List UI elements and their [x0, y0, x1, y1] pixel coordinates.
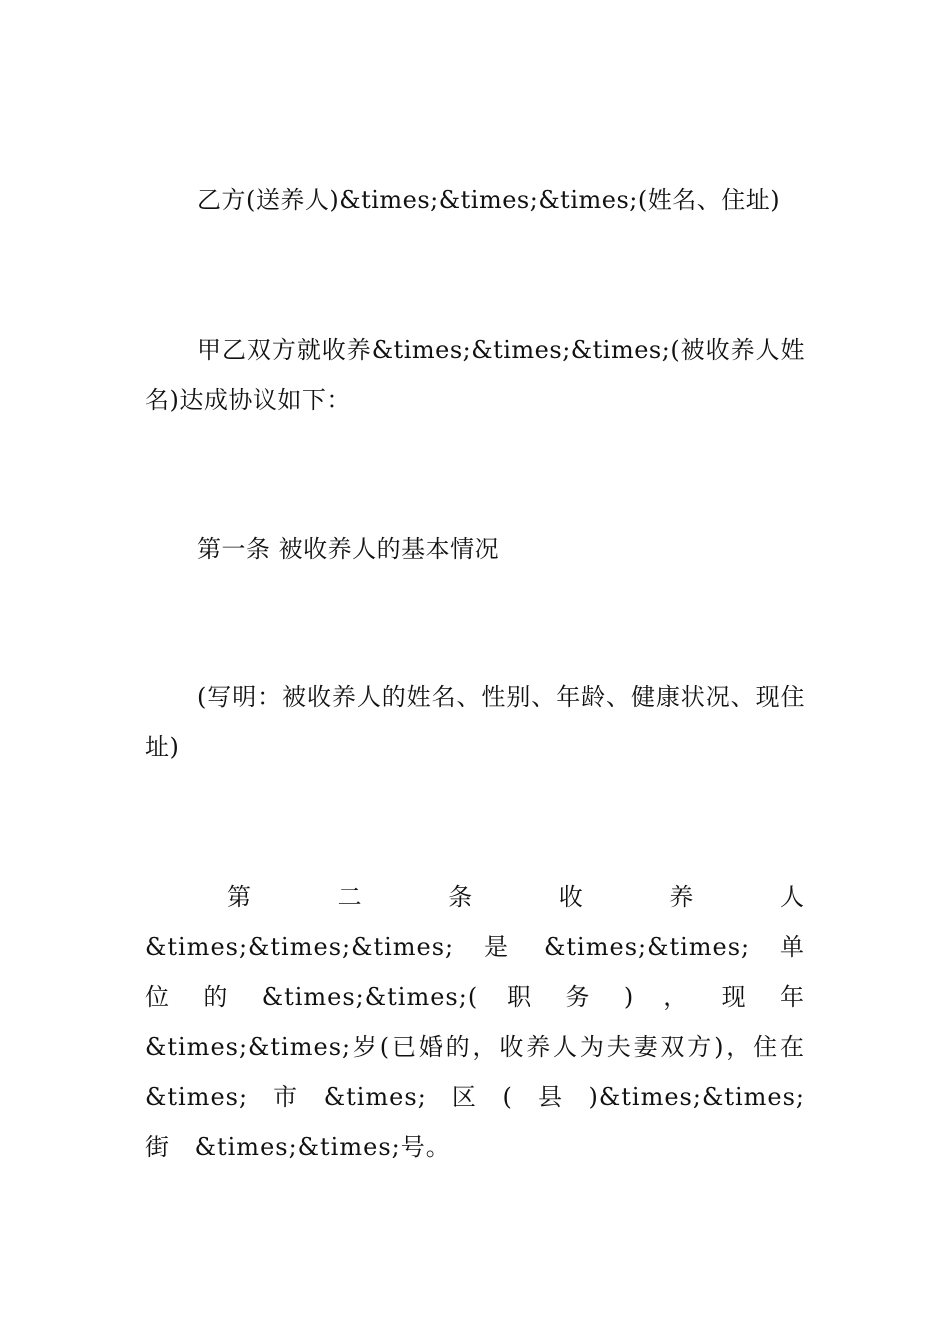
- paragraph-article-two: 第 二 条 收 养 人 &times;&times;&times; 是 &times;&times; 单 位 的 &times;&times;( 职 务 ) ， 现 年 &times;&times;岁(已婚的，收养人为夫妻双方)，住在 &times; 市 &times; 区 ( 县 )&times;&times; 街 &times;&times;号。: [145, 883, 805, 1161]
- paragraph-article-one-note: (写明：被收养人的姓名、性别、年龄、健康状况、现住址): [145, 683, 805, 761]
- paragraph-party-b: 乙方(送养人)&times;&times;&times;(姓名、住址): [197, 186, 781, 214]
- paragraph-article-one-heading: 第一条 被收养人的基本情况: [197, 535, 500, 563]
- paragraph-agreement-intro: 甲乙双方就收养&times;&times;&times;(被收养人姓名)达成协议如下：: [145, 336, 805, 414]
